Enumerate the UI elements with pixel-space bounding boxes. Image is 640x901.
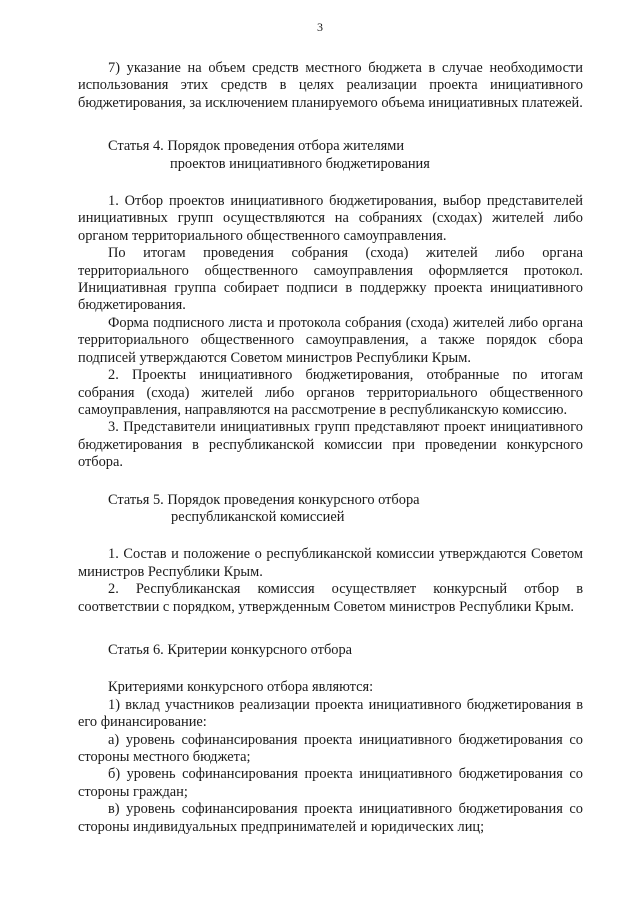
- item-7-paragraph: 7) указание на объем средств местного бюджета в случае необходимости использования этих средств в целях реализации проекта инициативного бюджетирования, за исключением планируемого объема инициативных платежей.: [78, 60, 583, 111]
- article-6-item-1: 1) вклад участников реализации проекта инициативного бюджетирования в его финансирование:: [78, 696, 583, 731]
- document-body: [78, 60, 583, 836]
- article-6-intro: Критериями конкурсного отбора являются:: [108, 679, 374, 696]
- article-4-paragraph-2: По итогам проведения собрания (схода) жителей либо органа территориального общественного самоуправления оформляется протокол. Инициативная группа собирает подписи в поддержку проекта инициативного бюджетирования.: [78, 245, 583, 314]
- article-4-heading-line1: Статья 4. Порядок проведения отбора жителями: [108, 138, 405, 155]
- article-5-paragraph-1: 1. Состав и положение о республиканской комиссии утверждаются Советом министров Республики Крым.: [78, 546, 583, 580]
- article-6-item-b: б) уровень софинансирования проекта инициативного бюджетирования со стороны граждан;: [78, 766, 583, 800]
- article-4-paragraph-4: 2. Проекты инициативного бюджетирования, отобранные по итогам собрания (схода) жителей либо органов территориального общественного самоуправления, направляются на рассмотрение в республиканскую комиссию.: [78, 367, 583, 418]
- article-4-heading-line2: проектов инициативного бюджетирования: [170, 155, 430, 172]
- article-6-item-c: в) уровень софинансирования проекта инициативного бюджетирования со стороны индивидуальных предпринимателей и юридических лиц;: [78, 801, 583, 835]
- article-4-heading: [78, 138, 583, 173]
- article-4-paragraph-1: 1. Отбор проектов инициативного бюджетирования, выбор представителей инициативных групп осуществляются на собраниях (сходах) жителей либо органом территориального общественного самоуправления.: [78, 193, 583, 244]
- article-5-heading: [78, 492, 583, 527]
- article-6-item-a: а) уровень софинансирования проекта инициативного бюджетирования со стороны местного бюджета;: [78, 731, 583, 765]
- article-5-paragraph-2: 2. Республиканская комиссия осуществляет конкурсный отбор в соответствии с порядком, утвержденным Советом министров Республики Крым.: [78, 581, 583, 615]
- page-number: 3: [317, 20, 323, 34]
- article-4-paragraph-5: 3. Представители инициативных групп представляют проект инициативного бюджетирования в республиканской комиссии при проведении конкурсного отбора.: [78, 419, 583, 471]
- article-4-paragraph-3: Форма подписного листа и протокола собрания (схода) жителей либо органа территориального общественного самоуправления, а также порядок сбора подписей утверждаются Советом министров Республики Крым.: [78, 314, 583, 366]
- article-5-heading-line1: Статья 5. Порядок проведения конкурсного отбора: [108, 491, 420, 508]
- article-5-heading-line2: республиканской комиссией: [171, 508, 345, 525]
- article-6-heading: Статья 6. Критерии конкурсного отбора: [108, 641, 353, 658]
